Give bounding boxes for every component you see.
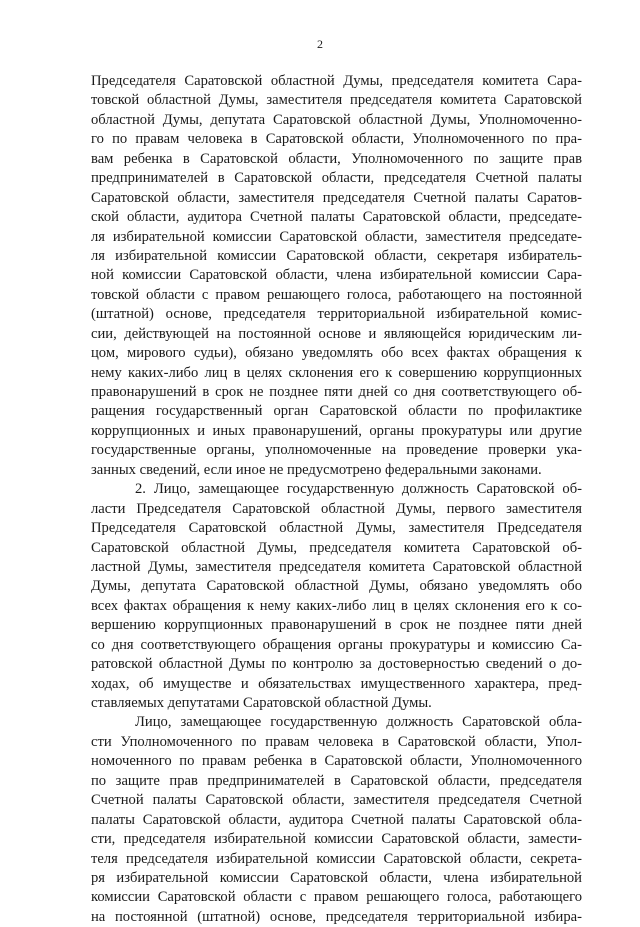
text-line: Председателя Саратовской областной Думы, заместителя Председателя <box>91 520 582 537</box>
text-line: теля председателя избирательной комиссии Саратовской области, секрета- <box>91 850 582 867</box>
text-line: Лицо, замещающее государственную должность Саратовской обла- <box>135 714 582 731</box>
text-line: предпринимателей в Саратовской области, председателя Счетной палаты <box>91 170 582 187</box>
text-line: товской области с правом решающего голоса, работающего на постоянной <box>91 286 582 303</box>
text-line: ной комиссии Саратовской области, члена избирательной комиссии Сара- <box>91 267 582 284</box>
text-line: ря избирательной комиссии Саратовской области, члена избирательной <box>91 869 582 886</box>
text-line: ской области, аудитора Счетной палаты Саратовской области, председате- <box>91 209 582 226</box>
text-line: ходах, об имуществе и обязательствах имущественного характера, пред- <box>91 675 582 692</box>
text-line: ля избирательной комиссии Саратовской области, секретаря избиратель- <box>91 247 582 264</box>
text-line: цом, мирового судьи), обязано уведомлять обо всех фактах обращения к <box>91 345 582 362</box>
text-line: товской областной Думы, заместителя председателя комитета Саратовской <box>91 92 582 109</box>
paragraph-3 <box>91 713 582 927</box>
text-line: ля избирательной комиссии Саратовской области, заместителя председате- <box>91 228 582 245</box>
text-line: сти, председателя избирательной комиссии Саратовской области, замести- <box>91 831 582 848</box>
text-line: сии, действующей на постоянной основе и являющейся юридическим ли- <box>91 325 582 342</box>
paragraph-2 <box>91 480 582 713</box>
text-line: ластной Думы, заместителя председателя комитета Саратовской областной <box>91 558 582 575</box>
text-line: Саратовской областной Думы, председателя комитета Саратовской об- <box>91 539 582 556</box>
text-line: государственные органы, уполномоченные на проведение проверки ука- <box>91 442 582 459</box>
document-body <box>91 72 582 927</box>
text-line: Председателя Саратовской областной Думы, председателя комитета Сара- <box>91 73 582 89</box>
text-line: всех фактах обращения к нему каких-либо лиц в целях склонения его к со- <box>91 597 582 614</box>
text-line: сти Уполномоченного по правам человека в Саратовской области, Упол- <box>91 733 582 750</box>
text-line: палаты Саратовской области, аудитора Счетной палаты Саратовской обла- <box>91 811 582 828</box>
text-line: ласти Председателя Саратовской областной Думы, первого заместителя <box>91 500 582 517</box>
text-line: нему каких-либо лиц в целях склонения его к совершению коррупционных <box>91 364 582 381</box>
text-line: по защите прав предпринимателей в Саратовской области, председателя <box>91 772 582 789</box>
paragraph-1 <box>91 72 582 480</box>
text-line: (штатной) основе, председателя территориальной избирательной комис- <box>91 306 582 323</box>
text-line: областной Думы, депутата Саратовской областной Думы, Уполномоченно- <box>91 111 582 128</box>
text-line: ратовской областной Думы по контролю за достоверностью сведений о до- <box>91 656 582 673</box>
text-line: занных сведений, если иное не предусмотрено федеральными законами. <box>91 461 542 478</box>
text-line: комиссии Саратовской области с правом решающего голоса, работающего <box>91 889 582 906</box>
text-line: 2. Лицо, замещающее государственную должность Саратовской об- <box>135 481 582 498</box>
text-line: со дня соответствующего обращения органы прокуратуры и комиссию Са- <box>91 636 582 653</box>
page-number: 2 <box>317 37 323 51</box>
text-line: на постоянной (штатной) основе, председателя территориальной избира- <box>91 908 582 925</box>
text-line: го по правам человека в Саратовской области, Уполномоченного по пра- <box>91 131 582 148</box>
text-line: Счетной палаты Саратовской области, заместителя председателя Счетной <box>91 792 582 809</box>
text-line: номоченного по правам ребенка в Саратовской области, Уполномоченного <box>91 753 582 770</box>
text-line: коррупционных и иных правонарушений, органы прокуратуры или другие <box>91 422 582 439</box>
text-line: вершению коррупционных правонарушений в срок не позднее пяти дней <box>91 617 582 634</box>
text-line: правонарушений в срок не позднее пяти дней со дня соответствующего об- <box>91 384 582 400</box>
text-line: Думы, депутата Саратовской областной Думы, обязано уведомлять обо <box>91 578 582 595</box>
text-line: ставляемых депутатами Саратовской областной Думы. <box>91 695 432 711</box>
text-line: ращения государственный орган Саратовской области по профилактике <box>91 403 582 420</box>
text-line: вам ребенка в Саратовской области, Уполномоченного по защите прав <box>91 150 582 167</box>
text-line: Саратовской области, заместителя председателя Счетной палаты Саратов- <box>91 189 582 206</box>
